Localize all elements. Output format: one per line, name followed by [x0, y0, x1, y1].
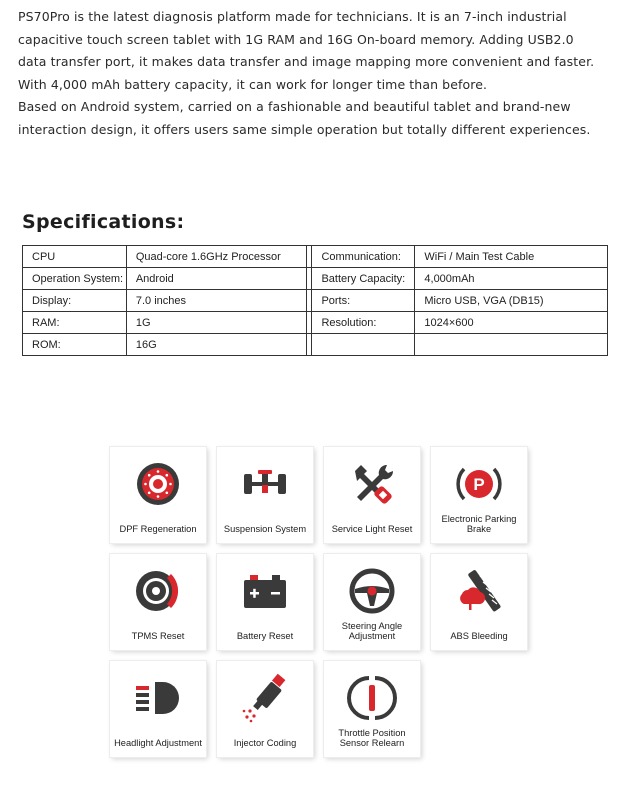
feature-tile-headlight-adjustment	[110, 661, 206, 757]
spec-label: Battery Capacity:	[312, 268, 415, 290]
description-line: interaction design, it offers users same simple operation but totally different experiences.	[18, 121, 591, 137]
feature-tile-battery-reset	[217, 554, 313, 650]
feature-label: Electronic Parking Brake	[441, 514, 517, 534]
spec-label: Display:	[23, 290, 127, 312]
spec-label: Resolution:	[312, 312, 415, 334]
spec-value: 1024×600	[415, 312, 608, 334]
spec-value: WiFi / Main Test Cable	[415, 246, 608, 268]
spec-value: 4,000mAh	[415, 268, 608, 290]
feature-tile-dpf-regeneration	[110, 447, 206, 543]
description-line: capacitive touch screen tablet with 1G RAM and 16G On-board memory. Adding USB2.0	[18, 31, 574, 47]
spec-value: 7.0 inches	[126, 290, 307, 312]
spec-value: 16G	[126, 334, 307, 356]
parking-brake-icon	[454, 459, 504, 509]
feature-label: Throttle Position Sensor Relearn	[338, 728, 406, 748]
spec-label: Communication:	[312, 246, 415, 268]
spec-row	[23, 334, 608, 356]
spec-value: Quad-core 1.6GHz Processor	[126, 246, 307, 268]
injector-icon	[240, 673, 290, 723]
battery-icon	[240, 566, 290, 616]
spec-label	[312, 334, 415, 356]
abs-bleeding-icon	[454, 566, 504, 616]
feature-label: DPF Regeneration	[119, 523, 197, 534]
axle-icon	[240, 459, 290, 509]
dpf-filter-icon	[133, 459, 183, 509]
description-line: Based on Android system, carried on a fashionable and beautiful tablet and brand-new	[18, 99, 571, 114]
spec-label: Ports:	[312, 290, 415, 312]
throttle-icon	[347, 673, 397, 723]
svg-text:P: P	[473, 475, 485, 494]
feature-tile-throttle-position	[324, 661, 420, 757]
spec-label: Operation System:	[23, 268, 127, 290]
spec-row	[23, 268, 608, 290]
feature-tile-abs-bleeding	[431, 554, 527, 650]
feature-label: Steering Angle Adjustment	[341, 621, 403, 641]
specifications-table	[22, 245, 608, 356]
spec-row	[23, 246, 608, 268]
description-line: PS70Pro is the latest diagnosis platform made for technicians. It is an 7-inch industrial	[18, 9, 567, 24]
product-description	[18, 6, 623, 141]
steering-wheel-icon	[347, 566, 397, 616]
spec-label: RAM:	[23, 312, 127, 334]
spec-label: CPU	[23, 246, 127, 268]
feature-label: Service Light Reset	[331, 523, 413, 534]
spec-value	[415, 334, 608, 356]
spec-row	[23, 290, 608, 312]
feature-label: Injector Coding	[233, 737, 297, 748]
feature-label: Headlight Adjustment	[114, 737, 202, 748]
feature-tile-steering-angle	[324, 554, 420, 650]
feature-tile-electronic-parking-brake	[431, 447, 527, 543]
spec-value: Micro USB, VGA (DB15)	[415, 290, 608, 312]
spec-value: 1G	[126, 312, 307, 334]
description-line: With 4,000 mAh battery capacity, it can work for longer time than before.	[18, 76, 488, 92]
feature-tile-suspension-system	[217, 447, 313, 543]
feature-label: Suspension System	[223, 523, 307, 534]
feature-tile-injector-coding	[217, 661, 313, 757]
spec-label: ROM:	[23, 334, 127, 356]
headlight-icon	[133, 673, 183, 723]
feature-label: Battery Reset	[236, 630, 294, 641]
spec-row	[23, 312, 608, 334]
spec-value: Android	[126, 268, 307, 290]
feature-label: TPMS Reset	[131, 630, 185, 641]
description-line: data transfer port, it makes data transfer and image mapping more convenient and faster.	[18, 54, 595, 69]
feature-tile-tpms-reset	[110, 554, 206, 650]
feature-tile-service-light-reset	[324, 447, 420, 543]
wrench-screwdriver-icon	[347, 459, 397, 509]
feature-label: ABS Bleeding	[450, 630, 508, 641]
specifications-heading: Specifications:	[22, 211, 185, 233]
tire-pressure-icon	[133, 566, 183, 616]
